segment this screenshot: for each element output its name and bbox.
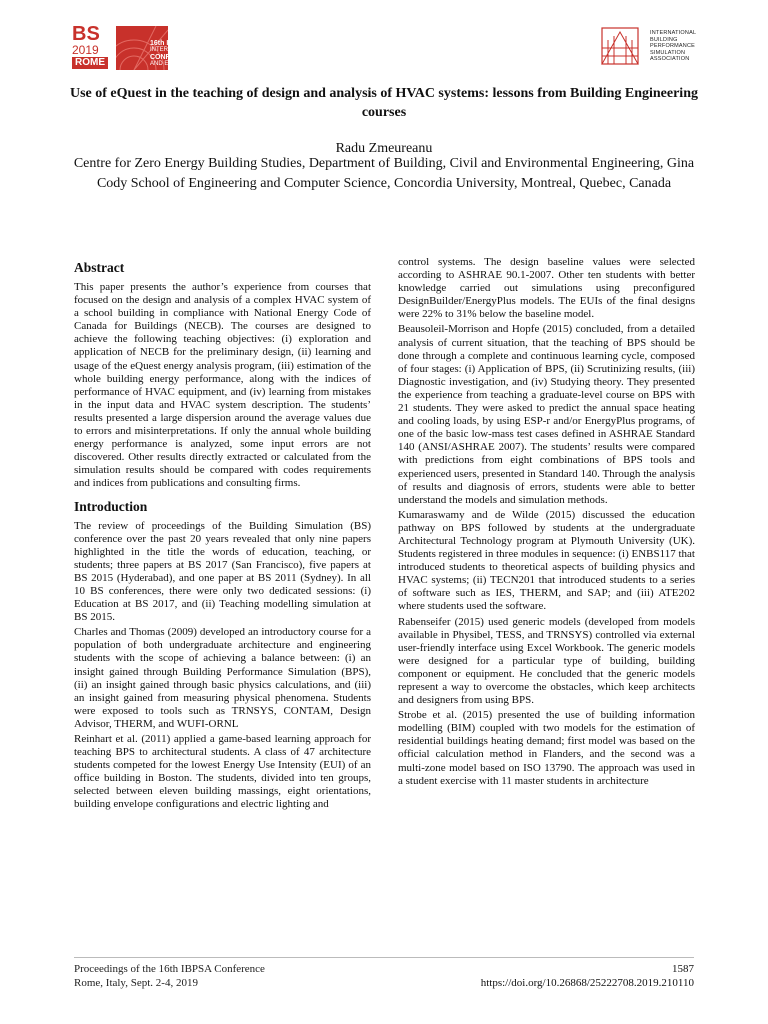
footer-proceedings: Proceedings of the 16th IBPSA Conference Rome, Italy, Sept. 2-4, 2019 [74,963,265,989]
bs-logo [72,24,122,70]
right-column [398,256,695,790]
conference-logo [72,24,222,70]
paragraph: Reinhart et al. (2011) applied a game-based learning approach for teaching BPS to architectural students. A class of 47 architecture students competed for the lowest Energy Use Intensity (EUI) of an office building in Boston. The students, divided into ten groups, selected between eleven building massings, eight orientations, building envelope configurations and electric lighting and [74,733,371,811]
paragraph: Kumaraswamy and de Wilde (2015) discussed the education pathway on BPS followed by students at the undergraduate Architectural Technology program at Plymouth University (UK). Students registered in three modules in sequence: (i) ENBS117 that introduced students to theoretical aspects of building physics and HVAC systems; (ii) TECN201 that introduced students to a series of software such as IES, THERM, and SAP; and (iii) ATE202 where students used the software. [398,508,695,613]
abstract-heading: Abstract [74,260,125,275]
introduction-heading: Introduction [74,498,148,514]
bs-logo-year: 2019 [72,43,99,57]
paragraph: Charles and Thomas (2009) developed an introductory course for a population of both undergraduate architecture and engineering students with the scope of achieving a balance between: (i) an insight gained through Building Performance Simulation (BPS), (ii) an insight gained through basic physics calculations, and (iii) an insight gained from measuring physical phenomena. Students were exposed to tools such as TRNSYS, CONTAM, Design Advisor, THERM, and WUFI-ORNL [74,626,371,730]
bs-logo-text: BS [72,23,100,45]
paper-affiliation: Centre for Zero Energy Building Studies, Department of Building, Civil and Environmental Engineering, Gina Cody School of Engineering and Computer Science, Concordia University, Montreal, Quebec, Canada [73,156,695,191]
paragraph: Beausoleil-Morrison and Hopfe (2015) concluded, from a detailed analysis of current situation, that the teaching of BPS should be done through a complete and continuous learning cycle, composed of four stages: (i) Application of BPS, (ii) Scrutinizing results, (iii) Diagnostic investigation, and (iv) Studying theory. They presented the experience from teaching a graduate-level course on BPS with 21 students. They were asked to predict the annual space heating and cooling loads, by using ESP-r and/or EnergyPlus programs, of one of the basic low-mass test cases defined in ASHRAE Standard 140 (ANSI/ASHRAE 2007). The students’ results were compared with predictions from eight combinations of BPS tools and experienced users, presented in Standard 140. Through the analysis of results and diagnosis of errors, students were able to better understand the models and simulation methods. [398,323,695,506]
paragraph: Strobe et al. (2015) presented the use of building information modelling (BIM) coupled with two models for the estimation of residential buildings heating demand; first model was based on the official calculation method in Flanders, and the second was a multi-zone model based on ISO 13790. The approach was used in a student exercise with 11 master students in architecture [398,709,695,787]
paper-title: Use of eQuest in the teaching of design and analysis of HVAC systems: lessons from Building Engineering courses [70,86,698,120]
paragraph: The review of proceedings of the Building Simulation (BS) conference over the past 20 years revealed that only nine papers highlighted in the title the words of education, teaching, or students; three papers at BS 2017 (San Francisco), five papers at BS 2015 (Hyderabad), and one paper at BS 2011 (Sydney). In all 10 BS conferences, there were only two dedicated sessions: (i) Education at BS 2017, and (ii) Teaching modelling simulation at BS 2015. [74,519,371,624]
ibpsa-logo-icon [600,26,640,66]
left-column [74,252,371,814]
paper-author: Radu Zmeureanu [335,141,433,156]
doi-link[interactable]: https://doi.org/10.26868/25222708.2019.210110 [480,977,694,989]
conference-logo-text: 16th IBPSA INTERNATIONAL CONFERENCE AND EXHIBITION [150,40,200,67]
paragraph: Rabenseifer (2015) used generic models (developed from models available in Physibel, TESS, and TRNSYS) controlled via external user-friendly interface using Excel Workbook. The generic models were designed for a particular type of building, building component or equipment. He concluded that the generic models represent a way to overcome the obstacles, which keep architects and designers from using BPS. [398,615,695,707]
bs-logo-city: ROME [72,57,108,69]
footer-divider [74,957,694,958]
ibpsa-logo-text: INTERNATIONAL BUILDING PERFORMANCE SIMULATION ASSOCIATION [650,30,697,62]
ibpsa-logo [600,26,710,68]
footer-right [481,962,694,990]
paragraph: control systems. The design baseline values were selected according to ASHRAE 90.1-2007. Other ten students with better knowledge carried out simulations using preconfigured DesignBuilder/EnergyPlus models. The EUIs of the final designs were 22% to 31% below the baseline model. [398,256,695,321]
page-number: 1587 [672,963,694,975]
abstract-text: This paper presents the author’s experience from courses that focused on the design and analysis of a complex HVAC system of a school building in compliance with National Energy Code of Canada for Buildings (NECB). The courses are designed to achieve the following teaching objectives: (i) exploration and application of NECB for the preliminary design, (ii) learning and usage of the eQuest energy analysis program, (iii) estimation of the whole building energy performance, along with the indices of performance of HVAC equipment, and (iv) learning from mistakes in the input data and HVAC system description. The students’ results presented a large dispersion around the average values due to errors and misinterpretations. If only the annual whole building energy performance is analyzed, some input errors are not discovered. Other results directly extracted or calculated from the simulation results should be compared with codes requirements and indices from publications and consulting firms. [74,281,371,490]
